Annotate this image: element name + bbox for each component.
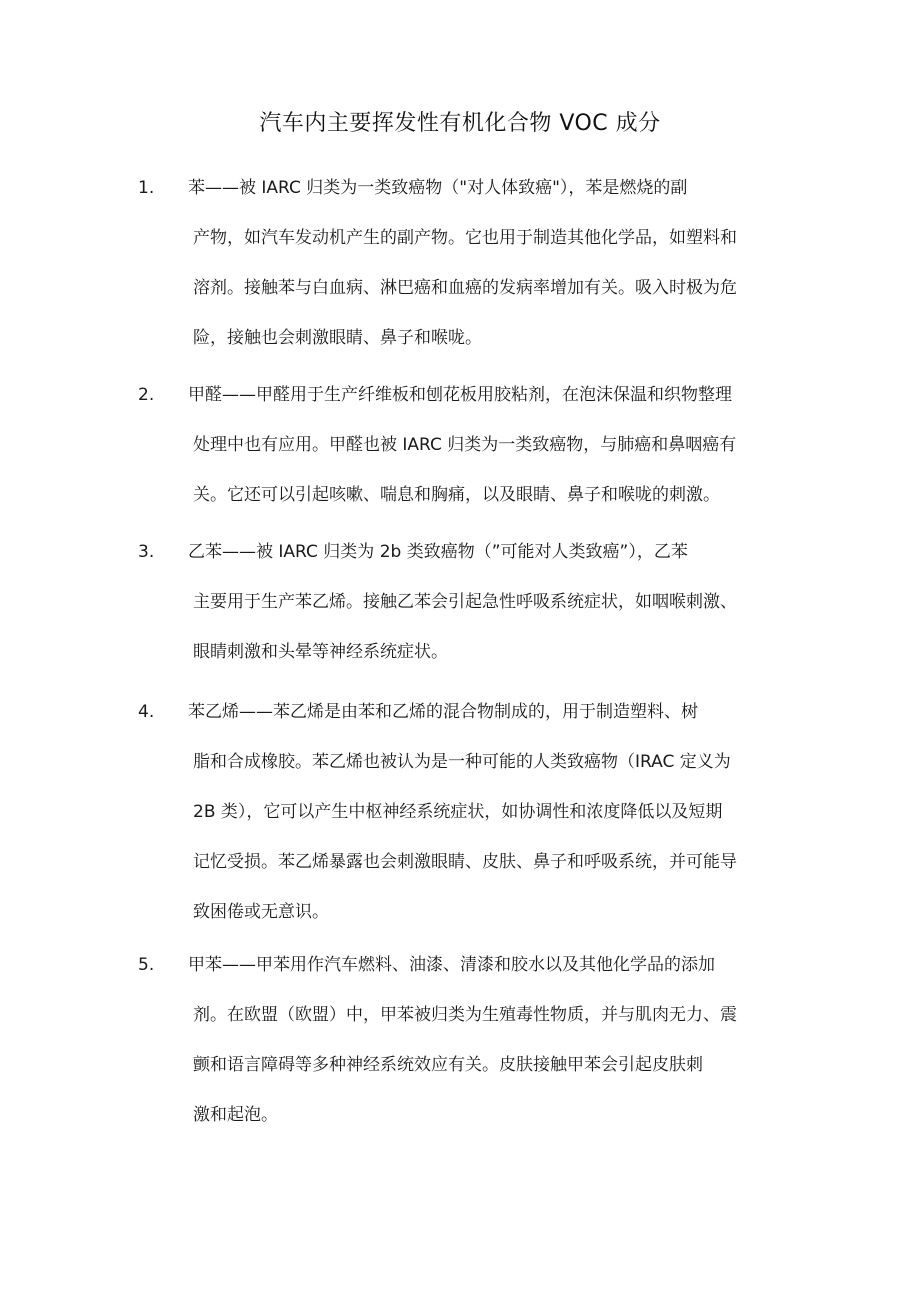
item-text-line: 险，接触也会刺激眼睛、鼻子和喉咙。 <box>193 328 482 348</box>
item-text-line: 2B 类），它可以产生中枢神经系统症状，如协调性和浓度降低以及短期 <box>193 802 723 822</box>
item-text-line: 关。它还可以引起咳嗽、喘息和胸痛，以及眼睛、鼻子和喉咙的刺激。 <box>193 485 720 505</box>
item-text-line: 甲醛——甲醛用于生产纤维板和刨花板用胶粘剂，在泡沫保温和织物整理 <box>188 385 732 405</box>
item-text-line: 乙苯——被 IARC 归类为 2b 类致癌物（”可能对人类致癌”），乙苯 <box>188 542 688 562</box>
item-text-line: 致困倦或无意识。 <box>193 902 329 922</box>
item-text-line: 剂。在欧盟（欧盟）中，甲苯被归类为生殖毒性物质，并与肌肉无力、震 <box>193 1005 737 1025</box>
item-text-line: 眼睛刺激和头晕等神经系统症状。 <box>193 642 448 662</box>
item-number: 2. <box>138 385 155 405</box>
item-text-line: 苯乙烯——苯乙烯是由苯和乙烯的混合物制成的，用于制造塑料、树 <box>188 702 698 722</box>
item-text-line: 甲苯——甲苯用作汽车燃料、油漆、清漆和胶水以及其他化学品的添加 <box>188 955 715 975</box>
item-number: 5. <box>138 955 155 975</box>
item-text-line: 脂和合成橡胶。苯乙烯也被认为是一种可能的人类致癌物（IRAC 定义为 <box>193 752 731 772</box>
page-title: 汽车内主要挥发性有机化合物 VOC 成分 <box>259 111 661 136</box>
item-number: 4. <box>138 702 155 722</box>
item-text-line: 苯——被 IARC 归类为一类致癌物（"对人体致癌"），苯是燃烧的副 <box>188 178 688 198</box>
item-text-line: 处理中也有应用。甲醛也被 IARC 归类为一类致癌物，与肺癌和鼻咽癌有 <box>193 435 737 455</box>
item-number: 3. <box>138 542 155 562</box>
item-number: 1. <box>138 178 155 198</box>
item-text-line: 记忆受损。苯乙烯暴露也会刺激眼睛、皮肤、鼻子和呼吸系统，并可能导 <box>193 852 737 872</box>
item-text-line: 颤和语言障碍等多种神经系统效应有关。皮肤接触甲苯会引起皮肤刺 <box>193 1055 703 1075</box>
item-text-line: 激和起泡。 <box>193 1105 278 1125</box>
item-text-line: 溶剂。接触苯与白血病、淋巴癌和血癌的发病率增加有关。吸入时极为危 <box>193 278 737 298</box>
item-text-line: 产物，如汽车发动机产生的副产物。它也用于制造其他化学品，如塑料和 <box>193 228 737 248</box>
item-text-line: 主要用于生产苯乙烯。接触乙苯会引起急性呼吸系统症状，如咽喉刺激、 <box>193 592 737 612</box>
